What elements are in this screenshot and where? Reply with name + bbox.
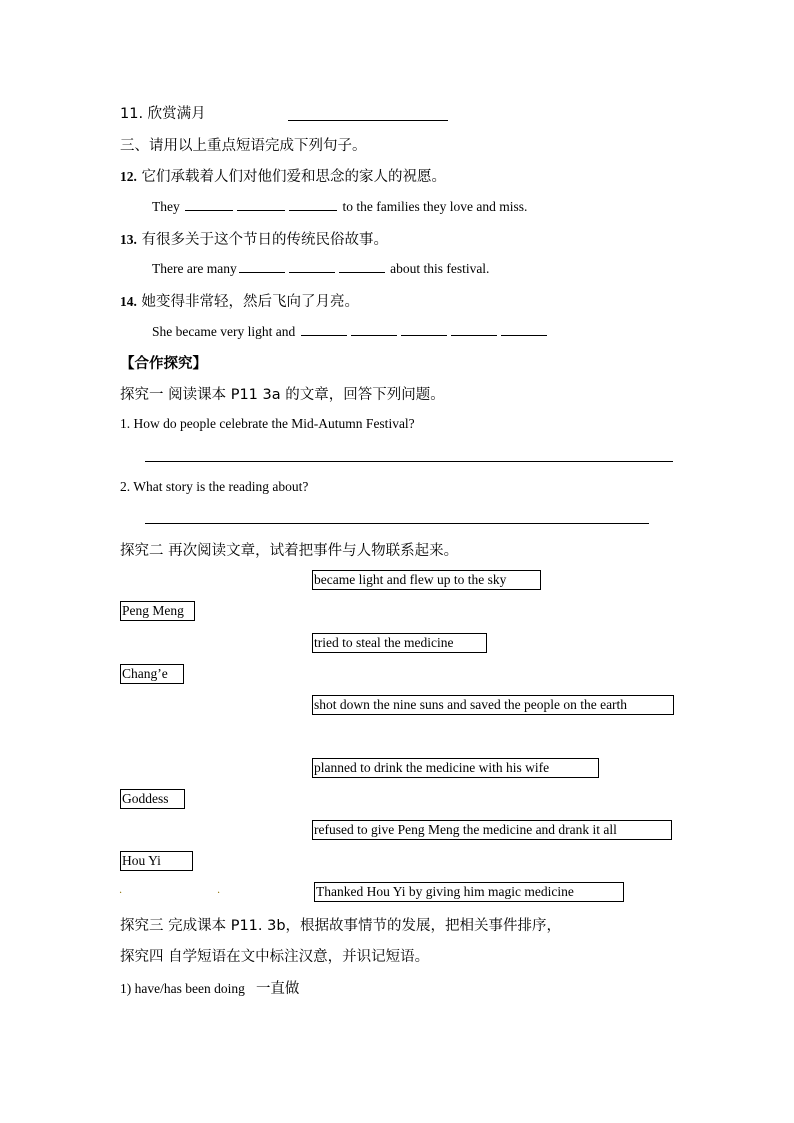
sentence-14 bbox=[152, 323, 549, 340]
answer-line[interactable] bbox=[145, 523, 649, 524]
explore-1-question-2: 2. What story is the reading about? bbox=[120, 479, 309, 494]
sentence-12 bbox=[152, 198, 527, 215]
section-3-heading: 三、请用以上重点短语完成下列句子。 bbox=[120, 138, 367, 154]
blank[interactable] bbox=[237, 198, 285, 211]
sentence-13 bbox=[152, 260, 489, 277]
phrase-1 bbox=[120, 977, 299, 998]
phrase-chinese: 一直做 bbox=[255, 981, 300, 997]
explore-4-heading: 探究四 自学短语在文中标注汉意，并识记短语。 bbox=[120, 949, 430, 965]
event-box[interactable]: tried to steal the medicine bbox=[312, 633, 487, 653]
blank[interactable] bbox=[401, 323, 447, 336]
question-number: 13. bbox=[120, 232, 137, 247]
blank[interactable] bbox=[185, 198, 233, 211]
cooperative-heading: 【合作探究】 bbox=[120, 356, 207, 372]
answer-line[interactable] bbox=[145, 461, 673, 462]
explore-3-heading: 探究三 完成课本 P11. 3b，根据故事情节的发展，把相关事件排序， bbox=[120, 918, 562, 934]
person-box[interactable]: Peng Meng bbox=[120, 601, 195, 621]
sentence-start: They bbox=[152, 199, 180, 214]
question-text: 有很多关于这个节日的传统民俗故事。 bbox=[141, 232, 388, 248]
item-text: 欣赏满月 bbox=[147, 106, 206, 122]
blank[interactable] bbox=[301, 323, 347, 336]
question-text: 她变得非常轻，然后飞向了月亮。 bbox=[141, 294, 359, 310]
sentence-end: about this festival. bbox=[390, 261, 490, 276]
phrase-english: 1) have/has been doing bbox=[120, 981, 245, 996]
dot-mark: . bbox=[119, 885, 123, 896]
blank[interactable] bbox=[339, 260, 385, 273]
question-14 bbox=[120, 290, 359, 311]
sentence-end: to the families they love and miss. bbox=[342, 199, 528, 214]
answer-line[interactable] bbox=[288, 120, 448, 121]
explore-2-heading: 探究二 再次阅读文章，试着把事件与人物联系起来。 bbox=[120, 543, 459, 559]
event-box[interactable]: Thanked Hou Yi by giving him magic medicine bbox=[314, 882, 624, 902]
event-box[interactable]: refused to give Peng Meng the medicine and drank it all bbox=[312, 820, 672, 840]
question-number: 14. bbox=[120, 294, 137, 309]
blank[interactable] bbox=[239, 260, 285, 273]
blank[interactable] bbox=[289, 198, 337, 211]
person-box[interactable]: Hou Yi bbox=[120, 851, 193, 871]
question-text: 它们承载着人们对他们爱和思念的家人的祝愿。 bbox=[141, 169, 446, 185]
question-13 bbox=[120, 228, 388, 249]
blank[interactable] bbox=[501, 323, 547, 336]
event-box[interactable]: planned to drink the medicine with his wife bbox=[312, 758, 599, 778]
person-box[interactable]: Goddess bbox=[120, 789, 185, 809]
blank[interactable] bbox=[289, 260, 335, 273]
person-box[interactable]: Chang’e bbox=[120, 664, 184, 684]
blank[interactable] bbox=[451, 323, 497, 336]
explore-1-heading: 探究一 阅读课本 P11 3a 的文章，回答下列问题。 bbox=[120, 387, 445, 403]
event-box[interactable]: shot down the nine suns and saved the people on the earth bbox=[312, 695, 674, 715]
sentence-start: She became very light and bbox=[152, 324, 296, 339]
explore-1-question-1: 1. How do people celebrate the Mid-Autumn Festival? bbox=[120, 416, 415, 431]
sentence-start: There are many bbox=[152, 261, 237, 276]
question-number: 12. bbox=[120, 169, 137, 184]
question-12 bbox=[120, 165, 446, 186]
item-number: 11. bbox=[120, 106, 144, 122]
blank[interactable] bbox=[351, 323, 397, 336]
dot-mark: . bbox=[217, 885, 221, 896]
event-box[interactable]: became light and flew up to the sky bbox=[312, 570, 541, 590]
item-11 bbox=[120, 102, 206, 123]
